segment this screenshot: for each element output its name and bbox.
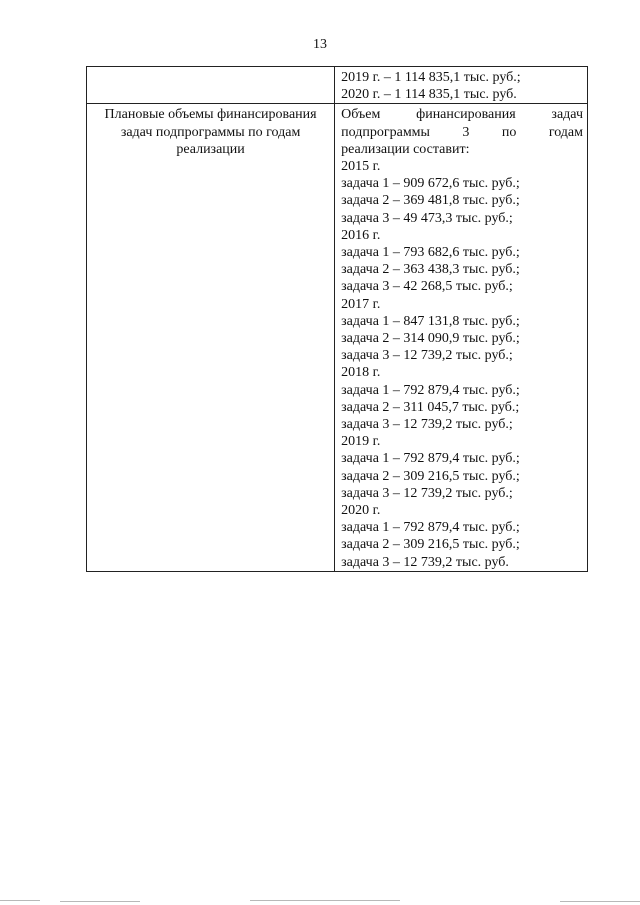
- task-line: задача 2 – 309 216,5 тыс. руб.;: [341, 537, 520, 553]
- year-label: 2019 г.: [341, 434, 381, 450]
- task-line: задача 1 – 792 879,4 тыс. руб.;: [341, 520, 520, 536]
- task-line: задача 3 – 12 739,2 тыс. руб.;: [341, 485, 513, 501]
- table-row-financing: [87, 104, 588, 571]
- year-label: 2016 г.: [341, 227, 381, 243]
- continuation-line: 2020 г. – 1 114 835,1 тыс. руб.: [341, 87, 517, 103]
- intro-word: Объем: [341, 107, 381, 123]
- task-line: задача 3 – 12 739,2 тыс. руб.;: [341, 417, 513, 433]
- intro-word: 3: [462, 124, 470, 140]
- continuation-cell: [335, 67, 588, 104]
- intro-word: по: [501, 124, 517, 140]
- page-number: 13: [313, 37, 327, 52]
- task-line: задача 3 – 12 739,2 тыс. руб.;: [341, 348, 513, 364]
- intro-line-3: реализации составит:: [341, 141, 470, 157]
- row-label: Плановые объемы финансирования задач подпрограммы по годам реализации: [104, 107, 317, 157]
- scan-edge-marks: [0, 899, 640, 903]
- task-line: задача 1 – 847 131,8 тыс. руб.;: [341, 313, 520, 329]
- task-line: задача 2 – 363 438,3 тыс. руб.;: [341, 262, 520, 278]
- intro-word: задач: [551, 107, 583, 123]
- task-line: задача 1 – 909 672,6 тыс. руб.;: [341, 176, 520, 192]
- empty-label-cell: [87, 67, 335, 104]
- scan-mark: [60, 901, 140, 902]
- year-label: 2018 г.: [341, 365, 381, 381]
- intro-line-2: [341, 124, 583, 141]
- financing-table: [86, 66, 588, 572]
- task-line: задача 2 – 309 216,5 тыс. руб.;: [341, 468, 520, 484]
- year-label: 2020 г.: [341, 503, 381, 519]
- intro-word: финансирования: [416, 107, 516, 123]
- task-line: задача 3 – 49 473,3 тыс. руб.;: [341, 210, 513, 226]
- task-line: задача 2 – 314 090,9 тыс. руб.;: [341, 331, 520, 347]
- row-label-cell: [87, 104, 335, 571]
- financing-details-cell: [335, 104, 588, 571]
- task-line: задача 3 – 12 739,2 тыс. руб.: [341, 554, 509, 570]
- continuation-line: 2019 г. – 1 114 835,1 тыс. руб.;: [341, 70, 521, 85]
- intro-word: подпрограммы: [341, 124, 430, 140]
- scan-mark: [560, 901, 640, 902]
- year-label: 2017 г.: [341, 296, 381, 312]
- task-line: задача 1 – 792 879,4 тыс. руб.;: [341, 382, 520, 398]
- intro-word: годам: [548, 124, 583, 140]
- table-row-continuation: [87, 67, 588, 104]
- task-line: задача 2 – 311 045,7 тыс. руб.;: [341, 399, 520, 415]
- task-line: задача 1 – 793 682,6 тыс. руб.;: [341, 245, 520, 261]
- task-line: задача 1 – 792 879,4 тыс. руб.;: [341, 451, 520, 467]
- year-label: 2015 г.: [341, 159, 381, 175]
- scan-mark: [0, 900, 40, 901]
- task-line: задача 2 – 369 481,8 тыс. руб.;: [341, 193, 520, 209]
- intro-line-1: [341, 106, 583, 123]
- scan-mark: [250, 900, 400, 901]
- task-line: задача 3 – 42 268,5 тыс. руб.;: [341, 279, 513, 295]
